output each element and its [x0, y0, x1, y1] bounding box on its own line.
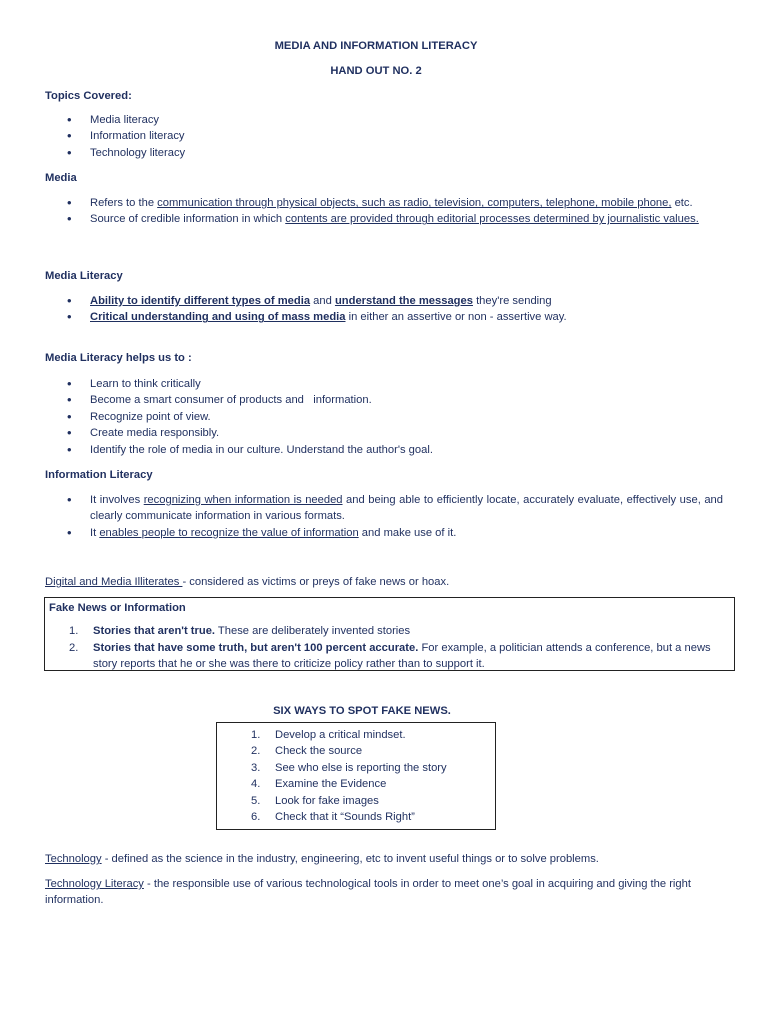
doc-title: MEDIA AND INFORMATION LITERACY [274, 40, 478, 52]
list-item: • Learn to think critically [45, 376, 725, 392]
list-item: • Become a smart consumer of products and information. [45, 392, 725, 408]
info-literacy-list [45, 492, 723, 541]
underlined-text: recognizing when information is needed [143, 494, 343, 506]
underlined-term: Digital and Media Illiterates [45, 576, 183, 588]
media-list [45, 195, 723, 228]
underlined-text: understand the messages [334, 295, 473, 307]
fake-news-heading: Fake News or Information [49, 602, 186, 614]
six-ways-box [216, 722, 496, 830]
list-item: • Source of credible information in which contents are provided through editorial processes determined by journalistic values. [45, 211, 723, 227]
list-item: 2. Check the source [251, 745, 363, 758]
media-literacy-heading: Media Literacy [45, 270, 123, 282]
list-item: 5. Look for fake images [251, 794, 379, 807]
media-literacy-list [45, 293, 725, 326]
media-heading: Media [45, 172, 77, 184]
list-item: 3. See who else is reporting the story [251, 761, 447, 774]
fake-news-list [49, 623, 730, 672]
fake-news-box [44, 597, 735, 671]
underlined-text: Critical understanding and using of mass media [90, 311, 346, 324]
underlined-text: contents are provided through editorial processes determined by journalistic values. [285, 213, 699, 226]
six-ways-list [251, 727, 495, 825]
illiterates-line: Digital and Media Illiterates - considered as victims or preys of fake news or hoax. [45, 576, 450, 588]
underlined-term: Technology Literacy [45, 878, 144, 890]
six-ways-heading: SIX WAYS TO SPOT FAKE NEWS. [273, 705, 451, 717]
underlined-text: communication through physical objects, such as radio, television, computers, telephone, mobile phone, [157, 197, 672, 209]
list-item: • Critical understanding and using of mass media in either an assertive or non - assertive way. [45, 309, 725, 325]
info-literacy-heading: Information Literacy [45, 469, 153, 481]
underlined-term: Technology [45, 853, 102, 865]
underlined-text: enables people to recognize the value of information [99, 526, 359, 539]
list-item: • Refers to the communication through physical objects, such as radio, television, computers, telephone, mobile phone, etc. [45, 195, 723, 211]
topics-heading: Topics Covered: [45, 90, 132, 102]
list-item: • It enables people to recognize the value of information and make use of it. [45, 525, 723, 541]
list-item: 1. Stories that aren't true. These are deliberately invented stories [69, 625, 411, 638]
doc-subtitle: HAND OUT NO. 2 [330, 65, 422, 77]
list-item: 1. Develop a critical mindset. [251, 729, 406, 741]
list-item: 6. Check that it “Sounds Right” [251, 811, 415, 824]
technology-line: Technology - defined as the science in the industry, engineering, etc to invent useful things or to solve problems. [45, 853, 599, 865]
list-item: 4. Examine the Evidence [251, 778, 387, 791]
tech-literacy-line: Technology Literacy - the responsible use of various technological tools in order to meet one’s goal in acquiring and giving the right information. [45, 878, 691, 907]
list-item: • It involves recognizing when information is needed and being able to efficiently locate, accurately evaluate, effectively use, and clearly communicate information in various formats. [45, 492, 723, 525]
underlined-text: Ability to identify different types of media [90, 295, 311, 307]
list-item: • Technology literacy [45, 145, 725, 161]
list-item: • Media literacy [45, 112, 725, 128]
list-item: • Information literacy [45, 128, 725, 144]
list-item: • Create media responsibly. [45, 425, 725, 441]
list-item: • Recognize point of view. [45, 409, 725, 425]
list-item: • Identify the role of media in our culture. Understand the author's goal. [45, 442, 725, 458]
list-item: • Ability to identify different types of media and understand the messages they're sending [45, 293, 725, 309]
list-item: 2. Stories that have some truth, but aren't 100 percent accurate. For example, a politician attends a conference, but a news story reports that he or she was there to criticize policy rather than to support it. [69, 641, 711, 671]
helps-list [45, 376, 725, 458]
topics-list [45, 112, 725, 161]
helps-heading: Media Literacy helps us to : [45, 352, 192, 364]
